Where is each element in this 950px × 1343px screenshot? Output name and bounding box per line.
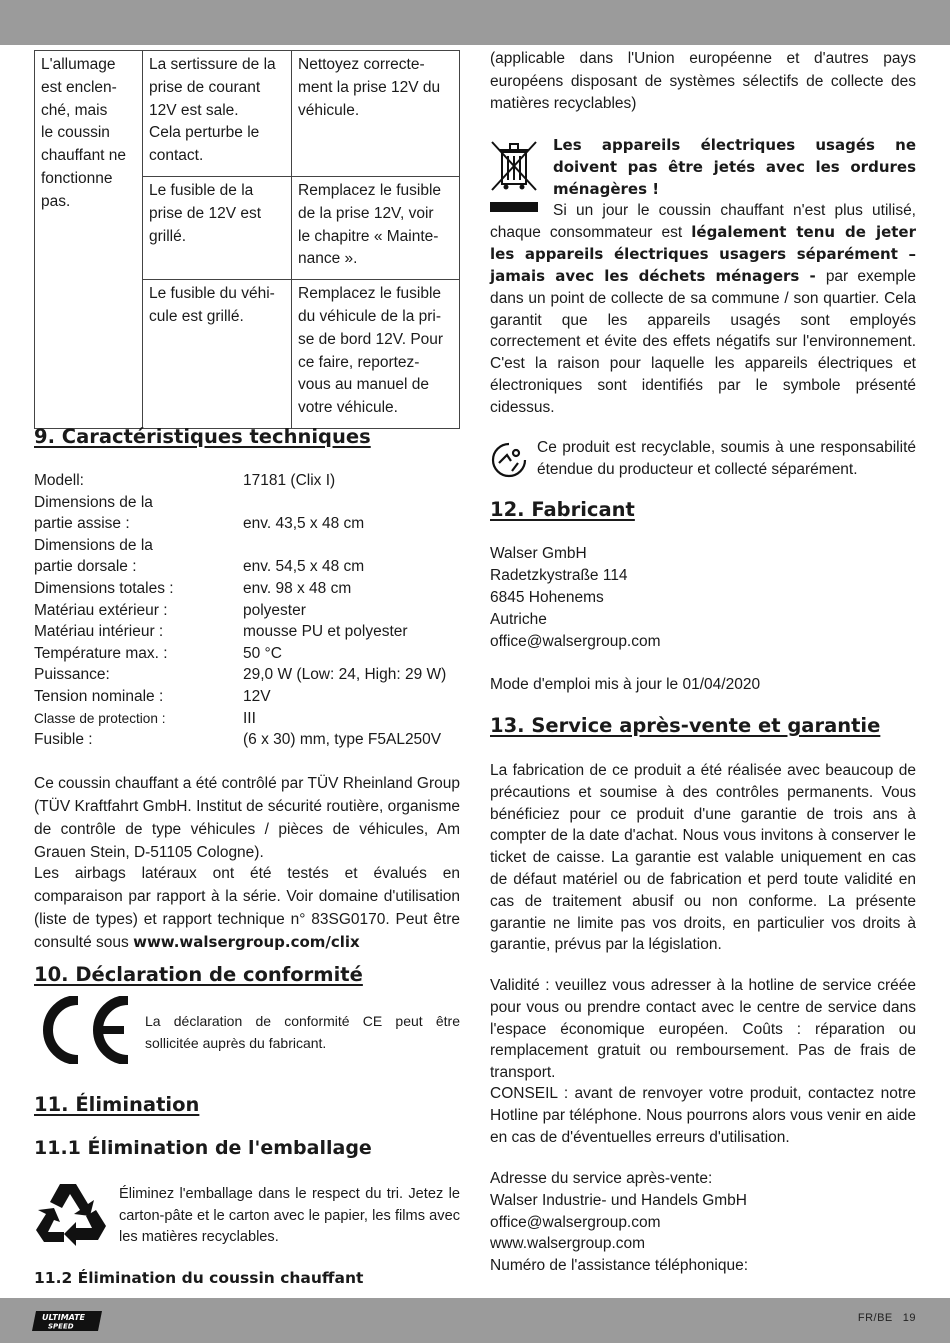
- spec-list: [34, 470, 460, 751]
- spec-label: Dimensions de la: [34, 536, 153, 554]
- manufacturer-email[interactable]: office@walsergroup.com: [490, 632, 661, 650]
- clix-link[interactable]: www.walsergroup.com/clix: [133, 933, 360, 951]
- page-info: [848, 1308, 916, 1330]
- problem-cell: L'allumage est enclen- ché, mais le coussin chauffant ne fonctionne pas.: [35, 51, 143, 429]
- manufacturer-address: Walser GmbH Radetzkystraße 114 6845 Hohenems Autriche office@walsergroup.com: [490, 543, 916, 653]
- language-code: FR/BE: [857, 1312, 893, 1324]
- spec-label: partie dorsale :: [34, 558, 137, 576]
- page-number: 19: [902, 1312, 916, 1324]
- service-email[interactable]: office@walsergroup.com: [490, 1213, 661, 1231]
- weee-paragraph: Si un jour le coussin chauffant n'est plus utilisé, chaque consommateur est légalement tenu de jeter les appareils électriques usagers séparément – jamais avec les déchets ménagers - par exemple dans un point de collecte de sa commune / son quartier. Cela garantit que les appareils usagés sont employés correctement et évite des effets négatifs sur l'environnement. C'est la raison pour laquelle les appareils électriques et électroniques sont identifiés par le symbole présenté cidessus.: [490, 202, 917, 417]
- ce-mark-icon: [34, 996, 132, 1064]
- solution-cell: Remplacez le fusible du véhicule de la pri- se de bord 12V. Pour ce faire, reportez- vous au manuel de votre véhicule.: [292, 280, 460, 429]
- tuv-paragraph: Ce coussin chauffant a été contrôlé par TÜV Rheinland Group (TÜV Kraftfahrt GmbH. Institut de sécurité routière, organisme de contrôle de type véhicules / pièces de véhicules, Am Grauen Stein, D-51105 Cologne).: [34, 775, 460, 861]
- spec-value: mousse PU et polyester: [243, 623, 408, 641]
- section-11-title: 11. Élimination: [34, 1093, 200, 1116]
- manual-updated: Mode d'emploi mis à jour le 01/04/2020: [490, 676, 761, 693]
- spec-value: 29,0 W (Low: 24, High: 29 W): [243, 666, 447, 684]
- warranty-paragraph: La fabrication de ce produit a été réalisée avec beaucoup de précautions et soumise à des contrôles permanents. Vous bénéficiez pour ce produit d'une garantie de trois ans à compter de la date d'achat. Nous vous invitons à conserver le ticket de caisse. La garantie est valable uniquement en cas de défaut matériel ou de fabrication et perd toute validité en cas de traitement abusif ou non conforme. La présente garantie ne limite pas vos droits, en particulier vos droits à garantie, prévus par la législation.: [490, 762, 916, 954]
- service-address: Adresse du service après-vente: Walser Industrie- und Handels GmbH office@walsergroup.com www.walsergroup.com Numéro de l'assistance téléphonique:: [490, 1168, 916, 1277]
- spec-label: Modell:: [34, 472, 84, 489]
- spec-label: Fusible :: [34, 731, 93, 749]
- validity-paragraph: Validité : veuillez vous adresser à la hotline de service créée pour vous ou prendre contact avec le centre de service dans l'espace économique européen. Coûts : réparation ou remplacement gratuit ou remboursement. Pas de frais de transport.: [490, 977, 916, 1082]
- weee-warning: Les appareils électriques usagés ne doivent pas être jetés avec les ordures ménagères !: [553, 136, 916, 198]
- section-9-title: 9. Caractéristiques techniques: [34, 425, 371, 448]
- cause-cell: Le fusible de la prise de 12V est grillé.: [143, 176, 292, 279]
- cause-cell: Le fusible du véhi- cule est grillé.: [143, 280, 292, 429]
- section-11-2-title: 11.2 Élimination du coussin chauffant: [34, 1269, 364, 1287]
- packaging-text: Éliminez l'emballage dans le respect du tri. Jetez le carton-pâte et le carton avec le papier, les films avec les matières recyclables.: [119, 1186, 460, 1245]
- spec-value: polyester: [243, 601, 306, 619]
- spec-label: Matériau intérieur :: [34, 623, 164, 641]
- ce-text: La déclaration de conformité CE peut être sollicitée auprès du fabricant.: [145, 1013, 460, 1051]
- spec-label: Matériau extérieur :: [34, 601, 168, 619]
- spec-value: (6 x 30) mm, type F5AL250V: [243, 731, 442, 749]
- solution-cell: Remplacez le fusible de la prise 12V, voir le chapitre « Mainte- nance ».: [292, 176, 460, 279]
- spec-label: Tension nominale :: [34, 687, 164, 705]
- spec-label: Dimensions totales :: [34, 579, 174, 597]
- spec-label: Puissance:: [34, 666, 110, 684]
- service-website[interactable]: www.walsergroup.com: [490, 1235, 646, 1253]
- svg-text:SPEED: SPEED: [48, 1322, 74, 1331]
- spec-label: Température max. :: [34, 644, 168, 662]
- spec-value: 50 °C: [243, 644, 282, 662]
- solution-cell: Nettoyez correcte- ment la prise 12V du véhicule.: [292, 51, 460, 177]
- spec-value: [243, 535, 460, 557]
- left-column: [34, 50, 460, 429]
- spec-value: 12V: [243, 687, 271, 705]
- section-10-title: 10. Déclaration de conformité: [34, 963, 363, 986]
- triman-text: Ce produit est recyclable, soumis à une responsabilité étendue du producteur et collecté séparément.: [537, 439, 916, 478]
- spec-label: Classe de protection :: [34, 710, 166, 726]
- section-11-1-title: 11.1 Élimination de l'emballage: [34, 1137, 372, 1159]
- brand-logo: [32, 1311, 102, 1331]
- spec-value: 17181 (Clix I): [243, 472, 336, 489]
- section-13-title: 13. Service après-vente et garantie: [490, 714, 881, 737]
- spec-value: env. 43,5 x 48 cm: [243, 515, 365, 533]
- cause-cell: La sertissure de la prise de courant 12V est sale. Cela perturbe le contact.: [143, 51, 292, 177]
- recycling-icon: [34, 1180, 108, 1248]
- section-12-title: 12. Fabricant: [490, 498, 635, 521]
- footer-bar: [0, 1298, 950, 1343]
- spec-value: env. 54,5 x 48 cm: [243, 558, 365, 576]
- troubleshooting-table: [34, 50, 460, 429]
- spec-label: partie assise :: [34, 515, 130, 533]
- spec-value: III: [243, 709, 256, 727]
- airbag-paragraph: Les airbags latéraux ont été testés et évalués en comparaison par rapport à la série. Voir domaine d'utilisation (liste de types) et rapport technique n° 83SG0170. Peut être consulté sous www.walsergroup.com/clix: [34, 865, 460, 951]
- spec-value: env. 98 x 48 cm: [243, 579, 352, 597]
- spec-value: [243, 492, 460, 514]
- svg-text:ULTIMATE: ULTIMATE: [42, 1313, 86, 1322]
- eu-applicability-text: (applicable dans l'Union européenne et d'autres pays européens disposant de systèmes sélectifs de collecte des matières recyclables): [490, 50, 916, 112]
- advice-paragraph: CONSEIL : avant de renvoyer votre produit, contactez notre Hotline par téléphone. Nous pourrons alors vous venir en aide en cas de d'éventuelles erreurs d'utilisation.: [490, 1085, 916, 1146]
- spec-label: Dimensions de la: [34, 493, 153, 511]
- header-bar: [0, 0, 950, 45]
- triman-icon: [490, 441, 528, 479]
